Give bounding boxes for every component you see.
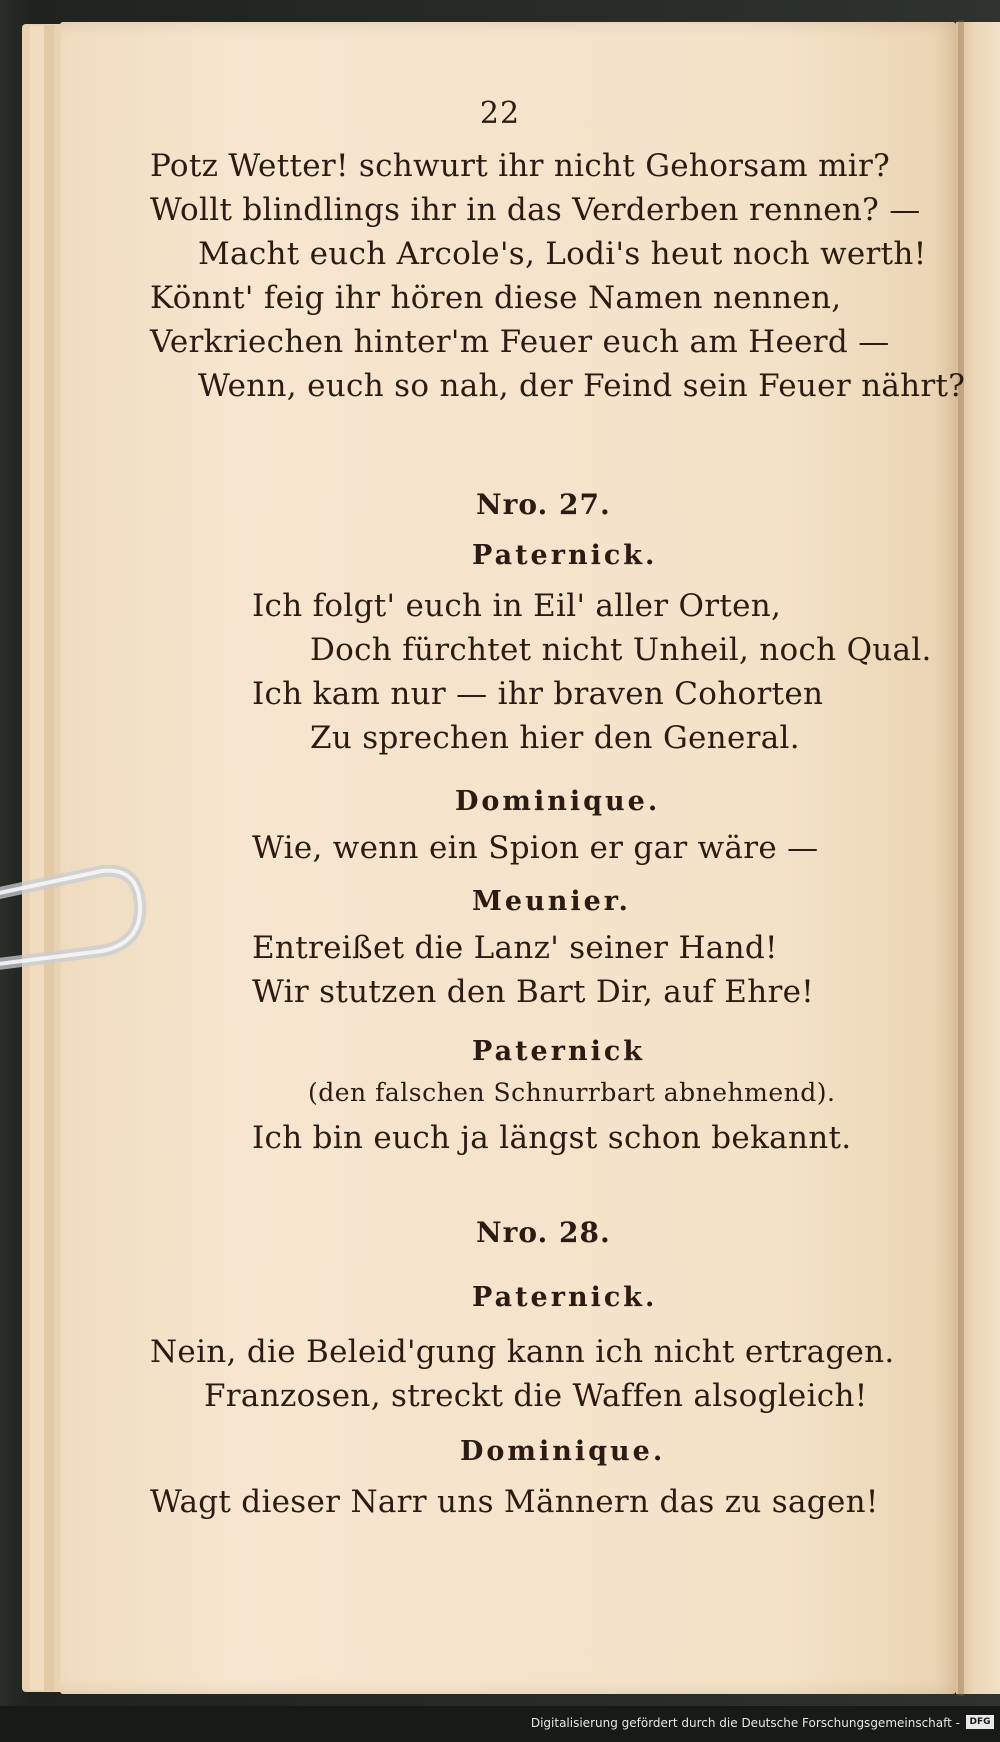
dfg-logo: DFG — [966, 1715, 994, 1729]
verse-line: Potz Wetter! schwurt ihr nicht Gehorsam mir? — [150, 148, 891, 184]
speaker-name: Paternick — [472, 1036, 645, 1067]
verse-line: Entreißet die Lanz' seiner Hand! — [252, 930, 778, 966]
verse-line: Nein, die Beleid'gung kann ich nicht ertragen. — [150, 1334, 895, 1370]
verse-line: Doch fürchtet nicht Unheil, noch Qual. — [310, 632, 932, 668]
verse-line: Verkriechen hinter'm Feuer euch am Heerd — — [150, 324, 890, 360]
verse-line: Ich kam nur — ihr braven Cohorten — [252, 676, 824, 712]
verse-line: Zu sprechen hier den General. — [310, 720, 800, 756]
page-edge — [44, 25, 54, 1691]
verse-line: Franzosen, streckt die Waffen alsogleich! — [204, 1378, 868, 1414]
speaker-name: Paternick. — [472, 1282, 658, 1313]
verse-line: Wagt dieser Narr uns Männern das zu sagen! — [150, 1484, 879, 1520]
speaker-name: Dominique. — [460, 1436, 666, 1467]
speaker-name: Meunier. — [472, 886, 631, 917]
speaker-name: Dominique. — [455, 786, 661, 817]
book-clip-icon — [0, 865, 150, 975]
stage-direction: (den falschen Schnurrbart abnehmend). — [308, 1078, 836, 1107]
footer-credit: Digitalisierung gefördert durch die Deutsche Forschungsgemeinschaft - — [530, 1716, 960, 1730]
section-heading: Nro. 28. — [476, 1216, 611, 1249]
page-edge — [30, 26, 44, 1690]
footer-bar — [0, 1706, 1000, 1742]
verse-line: Wie, wenn ein Spion er gar wäre — — [252, 830, 819, 866]
page-gutter — [958, 20, 964, 1696]
verse-line: Ich folgt' euch in Eil' aller Orten, — [252, 588, 782, 624]
speaker-name: Paternick. — [472, 540, 658, 571]
verse-line: Wir stutzen den Bart Dir, auf Ehre! — [252, 974, 814, 1010]
section-heading: Nro. 27. — [476, 488, 611, 521]
verse-line: Könnt' feig ihr hören diese Namen nennen, — [150, 280, 842, 316]
verse-line: Wenn, euch so nah, der Feind sein Feuer nährt? — [198, 368, 966, 404]
verse-line: Ich bin euch ja längst schon bekannt. — [252, 1120, 852, 1156]
verse-line: Wollt blindlings ihr in das Verderben rennen? — — [150, 192, 921, 228]
verse-line: Macht euch Arcole's, Lodi's heut noch werth! — [198, 236, 927, 272]
page-number: 22 — [479, 96, 521, 131]
